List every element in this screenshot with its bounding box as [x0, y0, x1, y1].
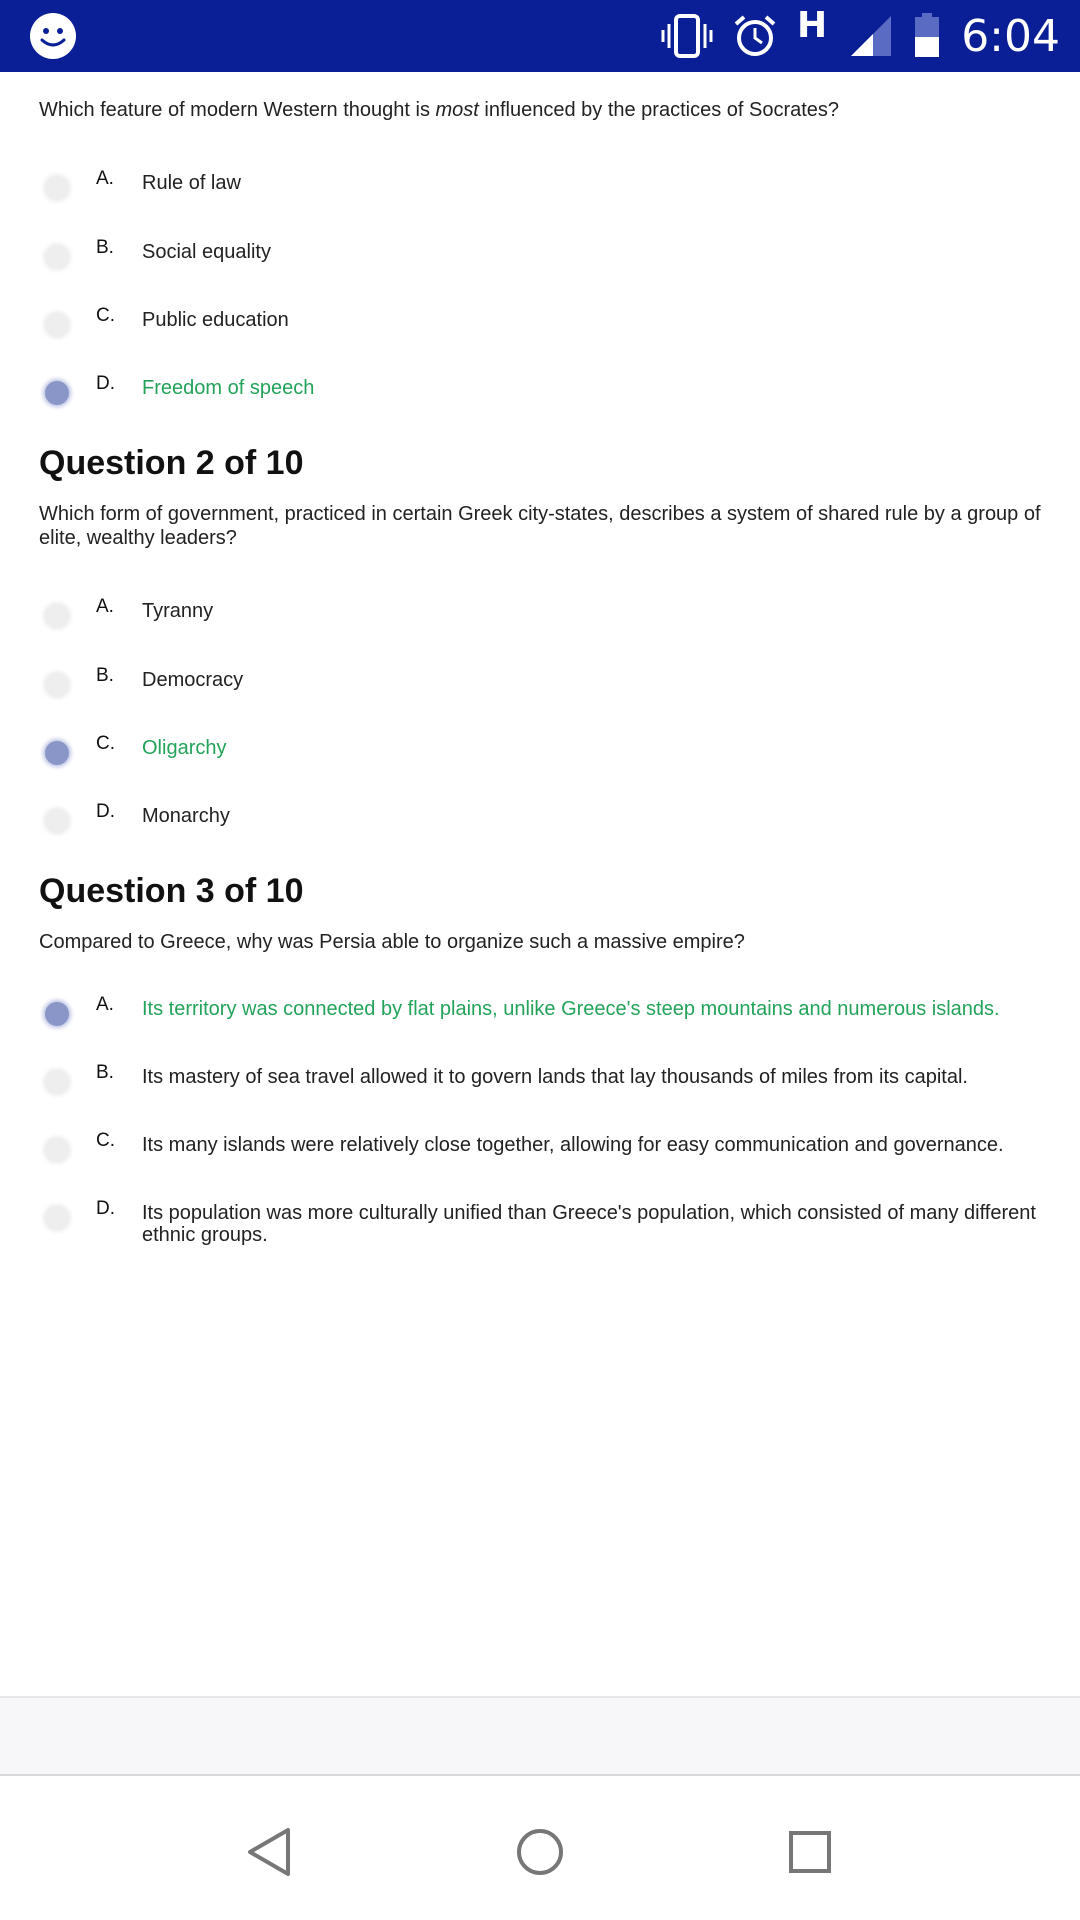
- option-text[interactable]: Rule of law: [142, 172, 241, 194]
- question-2-heading: Question 2 of 10: [39, 444, 304, 482]
- prompt-emphasis: most: [435, 99, 479, 121]
- q1-option-b[interactable]: [39, 235, 1080, 279]
- option-letter: D.: [96, 801, 115, 822]
- radio-button[interactable]: [45, 1138, 69, 1162]
- alarm-icon: [733, 14, 777, 58]
- radio-button[interactable]: [45, 604, 69, 628]
- option-letter: C.: [96, 733, 115, 754]
- radio-button[interactable]: [45, 313, 69, 337]
- radio-button-selected[interactable]: [45, 741, 69, 765]
- quiz-content[interactable]: [0, 72, 1080, 1696]
- question-3-heading: Question 3 of 10: [39, 872, 304, 910]
- option-letter: D.: [96, 373, 115, 394]
- q3-option-d[interactable]: [39, 1196, 1080, 1256]
- smiley-icon: [29, 12, 77, 60]
- option-letter: A.: [96, 168, 114, 189]
- signal-icon: [849, 14, 893, 58]
- network-type-label: H: [797, 4, 828, 46]
- radio-button[interactable]: [45, 245, 69, 269]
- option-text-selected[interactable]: Oligarchy: [142, 737, 227, 759]
- prompt-text: Which feature of modern Western thought is: [39, 99, 436, 121]
- status-bar: [0, 0, 1080, 72]
- option-letter: C.: [96, 305, 115, 326]
- clock-time: 6:04: [961, 10, 1060, 62]
- q1-option-c[interactable]: [39, 303, 1080, 347]
- option-letter: D.: [96, 1198, 115, 1219]
- radio-button[interactable]: [45, 176, 69, 200]
- option-letter: A.: [96, 596, 114, 617]
- option-text[interactable]: Its population was more culturally unified than Greece's population, which consisted of many different ethnic groups.: [142, 1202, 1036, 1246]
- q2-option-a[interactable]: [39, 594, 1080, 638]
- q1-option-d[interactable]: [39, 371, 1080, 415]
- q3-option-c[interactable]: [39, 1128, 1080, 1172]
- q3-option-a[interactable]: [39, 992, 1080, 1036]
- q3-option-b[interactable]: [39, 1060, 1080, 1104]
- recents-square-icon[interactable]: [784, 1826, 836, 1878]
- option-text-selected[interactable]: Its territory was connected by flat plains, unlike Greece's steep mountains and numerous islands.: [142, 998, 1000, 1020]
- question-1-prompt: [39, 98, 1079, 122]
- battery-icon: [913, 13, 941, 59]
- radio-button-selected[interactable]: [45, 1002, 69, 1026]
- back-triangle-icon[interactable]: [244, 1826, 296, 1878]
- option-letter: B.: [96, 665, 114, 686]
- option-text[interactable]: Public education: [142, 309, 289, 331]
- option-letter: A.: [96, 994, 114, 1015]
- prompt-text: influenced by the practices of Socrates?: [478, 99, 840, 121]
- option-letter: B.: [96, 1062, 114, 1083]
- q1-option-a[interactable]: [39, 166, 1080, 210]
- radio-button[interactable]: [45, 1070, 69, 1094]
- option-text[interactable]: Democracy: [142, 669, 244, 691]
- option-text[interactable]: Its many islands were relatively close together, allowing for easy communication and governance.: [142, 1134, 1004, 1156]
- q2-option-d[interactable]: [39, 799, 1080, 843]
- option-text[interactable]: Social equality: [142, 241, 271, 263]
- home-circle-icon[interactable]: [514, 1826, 566, 1878]
- system-nav-bar: [0, 1778, 1080, 1920]
- option-letter: B.: [96, 237, 114, 258]
- q2-option-b[interactable]: [39, 663, 1080, 707]
- question-2-prompt: Which form of government, practiced in certain Greek city-states, describes a system of shared rule by a group of elite, wealthy leaders?: [39, 503, 1041, 549]
- q2-option-c[interactable]: [39, 731, 1080, 775]
- question-3-prompt: Compared to Greece, why was Persia able to organize such a massive empire?: [39, 931, 745, 953]
- option-text[interactable]: Tyranny: [142, 600, 214, 622]
- radio-button[interactable]: [45, 1206, 69, 1230]
- radio-button[interactable]: [45, 809, 69, 833]
- option-text[interactable]: Monarchy: [142, 805, 230, 827]
- option-letter: C.: [96, 1130, 115, 1151]
- bottom-toolbar-area: [0, 1696, 1080, 1776]
- radio-button-selected[interactable]: [45, 381, 69, 405]
- vibrate-icon: [661, 14, 713, 58]
- radio-button[interactable]: [45, 673, 69, 697]
- option-text[interactable]: Its mastery of sea travel allowed it to govern lands that lay thousands of miles from its capital.: [142, 1066, 968, 1088]
- option-text-selected[interactable]: Freedom of speech: [142, 377, 315, 399]
